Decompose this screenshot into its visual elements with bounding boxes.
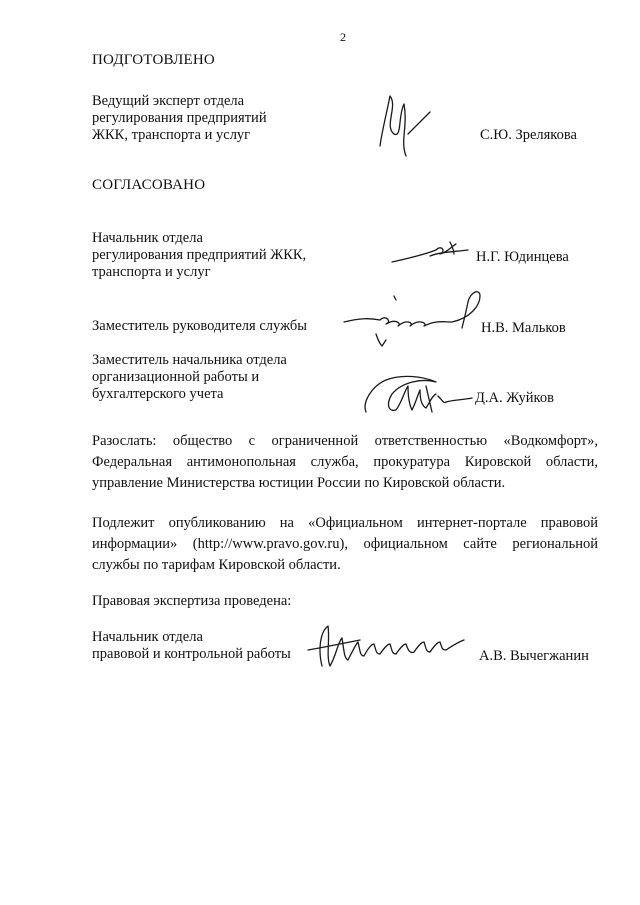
agreed-heading: СОГЛАСОВАНО — [92, 177, 206, 193]
signatory-1-name: Н.Г. Юдинцева — [476, 249, 569, 265]
signatory-2-position-line-1: Заместитель руководителя службы — [92, 318, 308, 334]
legal-review-position-line-1: Начальник отдела — [92, 629, 203, 645]
legal-review-name: А.В. Вычегжанин — [479, 648, 589, 664]
signatory-1-position-line-2: регулирования предприятий ЖКК, — [92, 247, 307, 263]
signatory-1-position-line-3: транспорта и услуг — [92, 264, 211, 280]
signature-malkov — [340, 288, 490, 350]
signatory-3-position-line-2: организационной работы и — [92, 369, 260, 385]
publication-paragraph: Подлежит опубликованию на «Официальном интернет-портале правовой информации» (http://www.pravo.gov.ru), официальном сайте региональной службы по тарифам Кировской области. — [92, 515, 598, 573]
signatory-3-position-line-3: бухгалтерского учета — [92, 386, 224, 402]
prepared-heading: ПОДГОТОВЛЕНО — [92, 52, 215, 68]
signatory-3-name: Д.А. Жуйков — [475, 390, 554, 406]
signature-zrelyakova — [368, 86, 438, 166]
prepared-position-line-1: Ведущий эксперт отдела — [92, 93, 245, 109]
prepared-position-line-2: регулирования предприятий — [92, 110, 267, 126]
signature-yudintseva — [390, 238, 470, 268]
signature-vychegzhanin — [300, 620, 470, 672]
distribution-paragraph: Разослать: общество с ограниченной ответственностью «Водкомфорт», Федеральная антимонопольная служба, прокуратура Кировской области, управление Министерства юстиции России по Кировской области. — [92, 433, 598, 491]
legal-review-position-line-2: правовой и контрольной работы — [92, 646, 291, 662]
prepared-name: С.Ю. Зрелякова — [480, 127, 577, 143]
signature-zhuykov — [362, 372, 492, 420]
signatory-1-position-line-1: Начальник отдела — [92, 230, 203, 246]
page-number: 2 — [340, 30, 346, 44]
prepared-position-line-3: ЖКК, транспорта и услуг — [92, 127, 251, 143]
legal-review-text: Правовая экспертиза проведена: — [92, 593, 292, 609]
signatory-2-name: Н.В. Мальков — [481, 320, 566, 336]
signatory-3-position-line-1: Заместитель начальника отдела — [92, 352, 287, 368]
